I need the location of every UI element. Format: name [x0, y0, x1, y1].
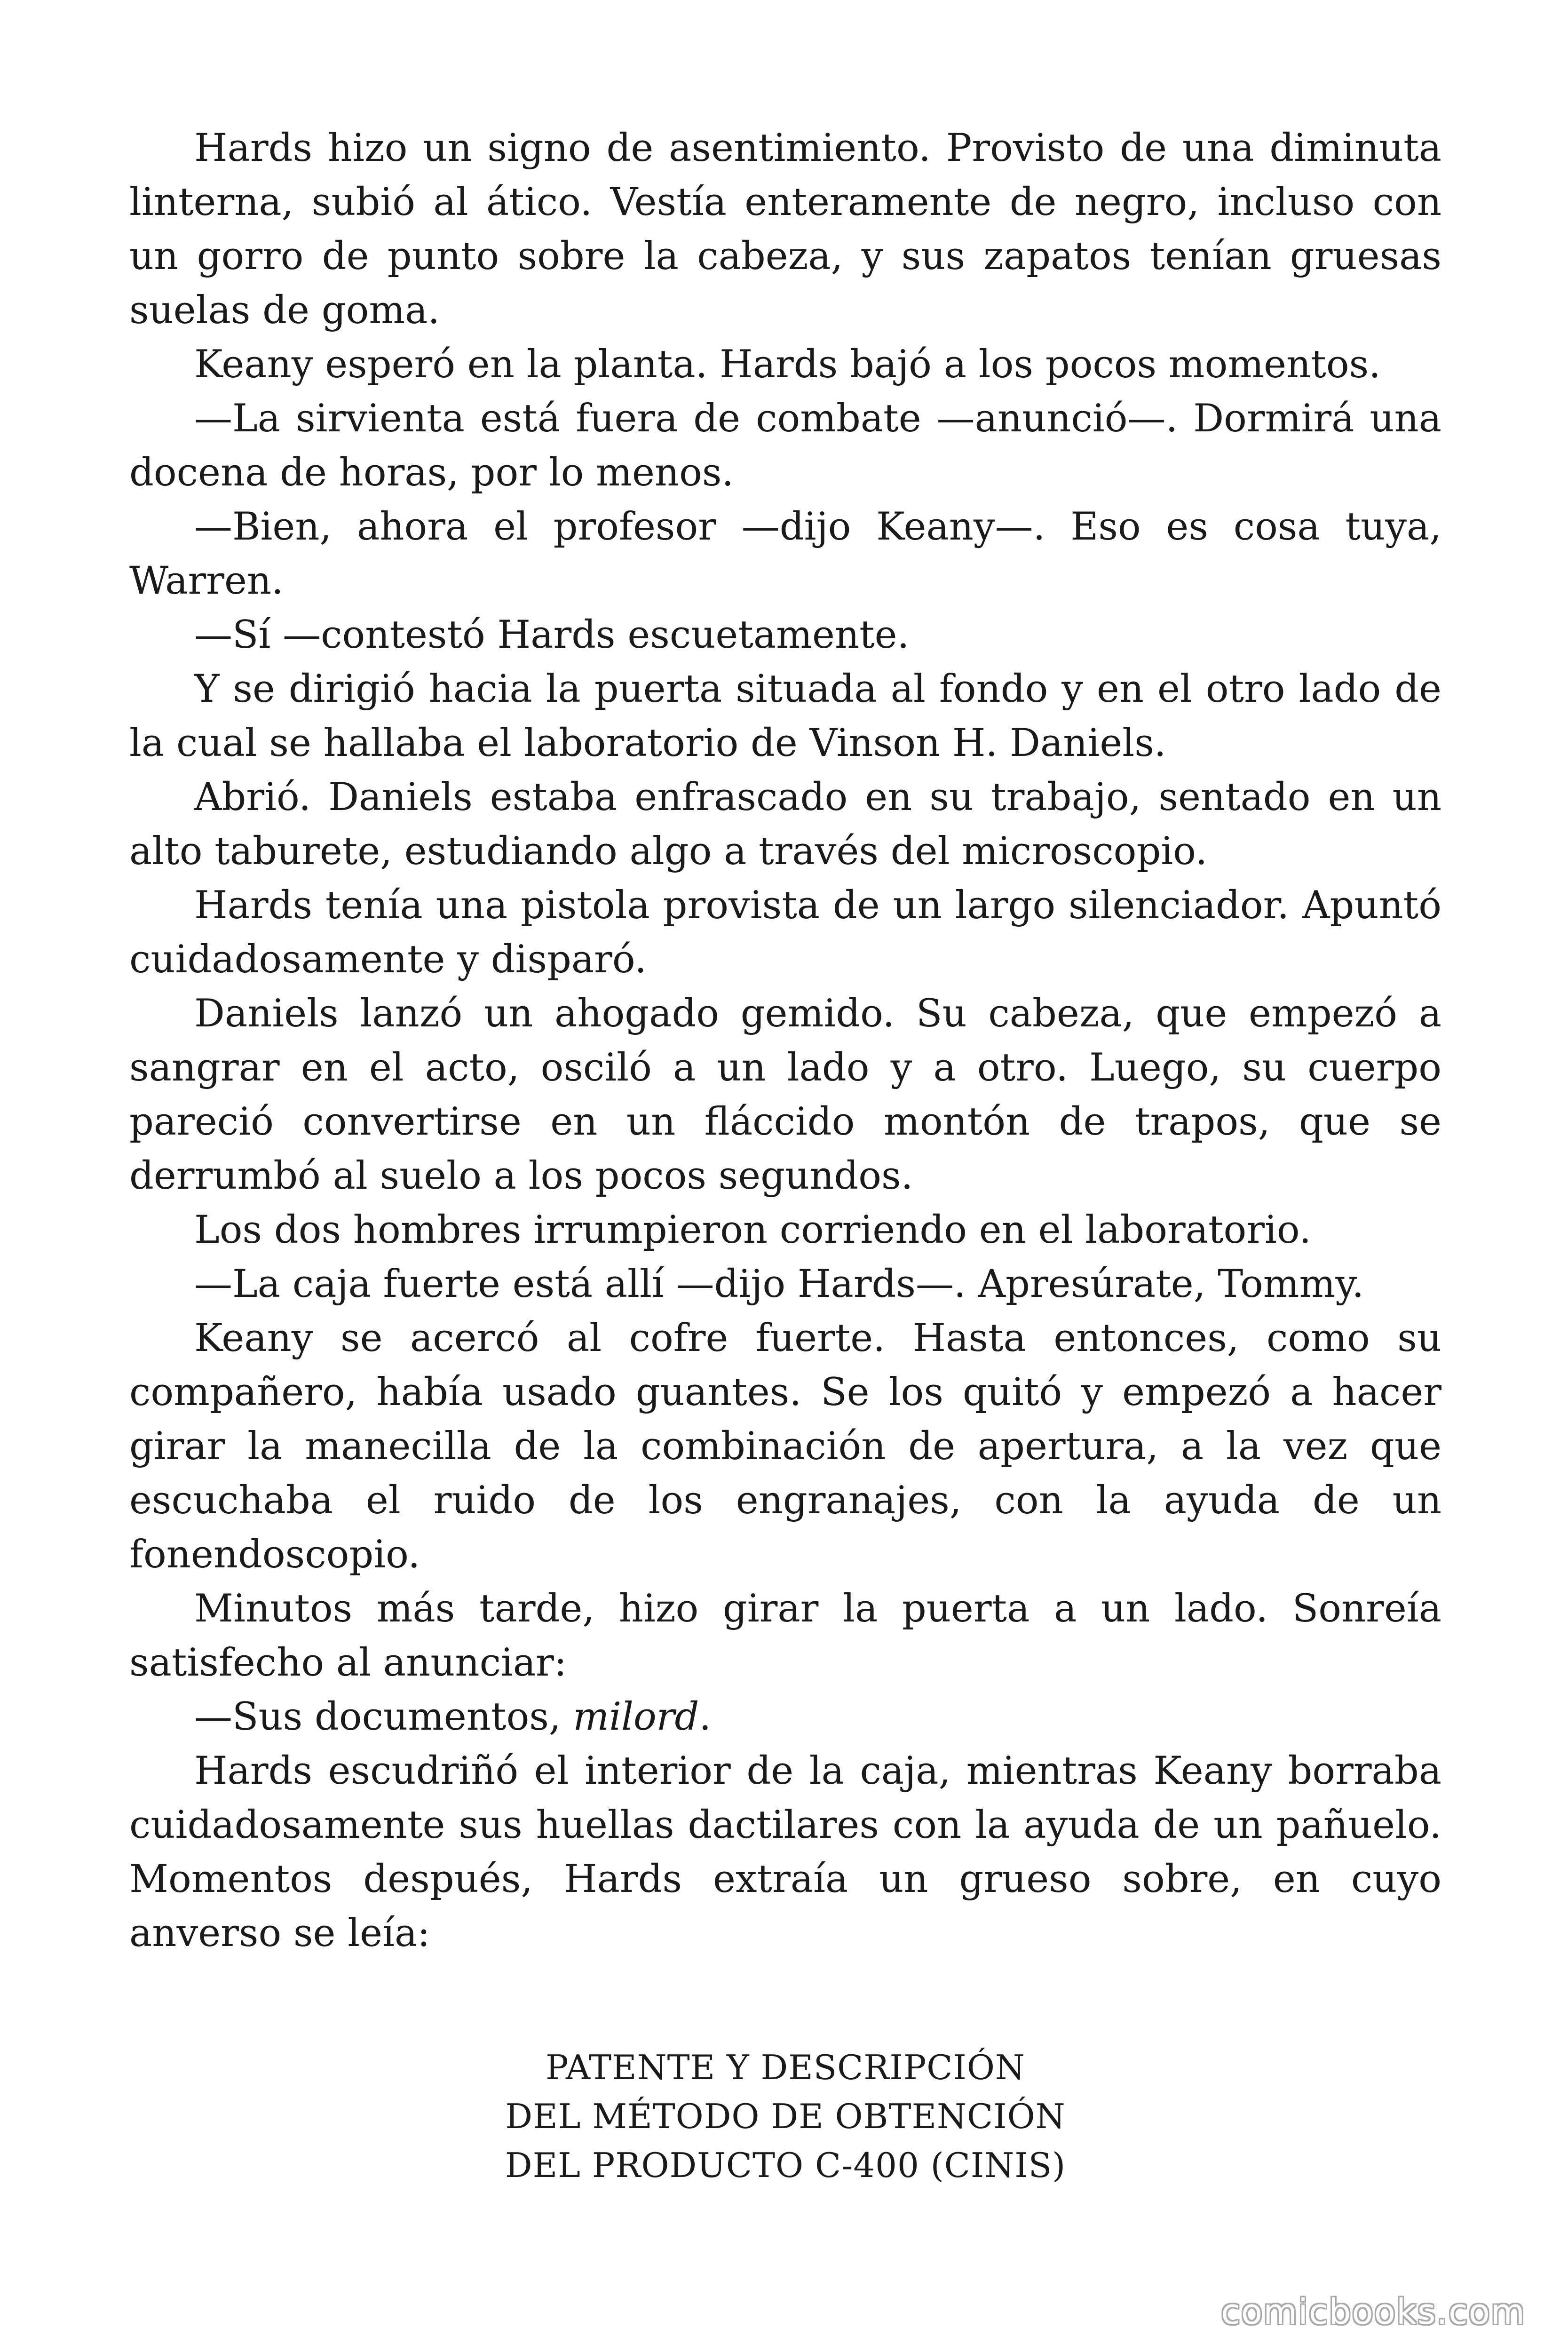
paragraph: Abrió. Daniels estaba enfrascado en su trabajo, sentado en un alto taburete, estudiando algo a través del microscopio.	[129, 775, 1441, 874]
italic-word: milord	[573, 1695, 699, 1739]
paragraph: Hards hizo un signo de asentimiento. Provisto de una diminuta linterna, subió al ático. Vestía enteramente de negro, incluso con un gorro de punto sobre la cabeza, y sus zapatos tenían gruesas suelas de goma.	[129, 126, 1441, 333]
paragraph: Daniels lanzó un ahogado gemido. Su cabeza, que empezó a sangrar en el acto, osciló a un lado y a otro. Luego, su cuerpo pareció convertirse en un fláccido montón de trapos, que se derrumbó al suelo a los pocos segundos.	[129, 992, 1441, 1198]
paragraph: —La sirvienta está fuera de combate —anunció—. Dormirá una docena de horas, por lo menos.	[129, 397, 1441, 495]
watermark: comicbooks.com	[1221, 2292, 1526, 2332]
heading-line: DEL MÉTODO DE OBTENCIÓN	[505, 2097, 1066, 2136]
paragraph: Los dos hombres irrumpieron corriendo en el laboratorio.	[194, 1208, 1312, 1252]
paragraph: Hards escudriñó el interior de la caja, mientras Keany borraba cuidadosamente sus huellas dactilares con la ayuda de un pañuelo. Momentos después, Hards extraía un grueso sobre, en cuyo anverso se leía:	[129, 1749, 1441, 1955]
paragraph-suffix: .	[699, 1695, 712, 1739]
book-page	[129, 121, 1441, 2190]
paragraph: —Sí —contestó Hards escuetamente.	[194, 613, 910, 657]
paragraph: Y se dirigió hacia la puerta situada al fondo y en el otro lado de la cual se hallaba el laboratorio de Vinson H. Daniels.	[129, 667, 1441, 765]
paragraph: Keany esperó en la planta. Hards bajó a los pocos momentos.	[194, 342, 1381, 387]
paragraph-with-italic	[129, 1690, 1441, 1744]
envelope-heading	[129, 2043, 1441, 2190]
heading-line: PATENTE Y DESCRIPCIÓN	[546, 2048, 1025, 2087]
paragraph: —Bien, ahora el profesor —dijo Keany—. Eso es cosa tuya, Warren.	[129, 505, 1441, 603]
heading-line: DEL PRODUCTO C-400 (CINIS)	[505, 2145, 1066, 2185]
paragraph: —La caja fuerte está allí —dijo Hards—. Apresúrate, Tommy.	[194, 1262, 1364, 1306]
paragraph: Minutos más tarde, hizo girar la puerta a un lado. Sonreía satisfecho al anunciar:	[129, 1587, 1441, 1685]
paragraph: Keany se acercó al cofre fuerte. Hasta entonces, como su compañero, había usado guantes. Se los quitó y empezó a hacer girar la manecilla de la combinación de apertura, a la vez que escuchaba el ruido de los engranajes, con la ayuda de un fonendoscopio.	[129, 1316, 1441, 1577]
paragraph-prefix: —Sus documentos,	[194, 1695, 573, 1739]
paragraph: Hards tenía una pistola provista de un largo silenciador. Apuntó cuidadosamente y disparó.	[129, 883, 1441, 982]
